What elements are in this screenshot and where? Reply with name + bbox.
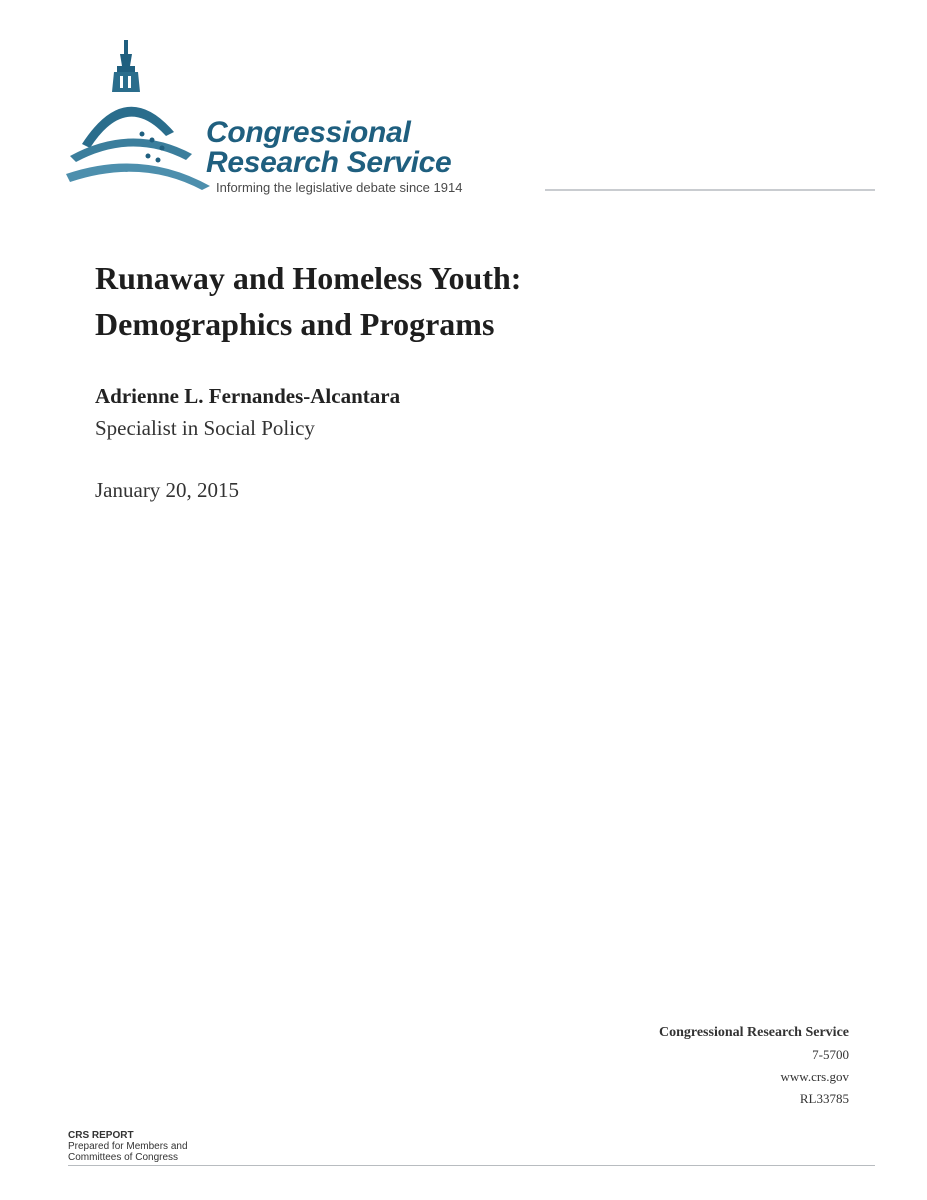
report-title — [95, 255, 521, 347]
author-name: Adrienne L. Fernandes-Alcantara — [95, 384, 401, 408]
crs-report-heading: CRS REPORT — [68, 1130, 134, 1141]
report-title-line2: Demographics and Programs — [95, 306, 495, 342]
organization-name-line2: Research Service — [206, 146, 452, 179]
footer-report-number: RL33785 — [799, 1091, 849, 1106]
author-role: Specialist in Social Policy — [95, 416, 315, 440]
organization-name-line1: Congressional — [206, 116, 411, 149]
report-title-line1: Runaway and Homeless Youth: — [95, 260, 522, 296]
report-date: January 20, 2015 — [95, 478, 240, 502]
organization-name — [206, 118, 451, 178]
footer-website: www.crs.gov — [780, 1069, 849, 1084]
footer-organization: Congressional Research Service — [658, 1025, 849, 1040]
prepared-for-line2: Committees of Congress — [68, 1152, 179, 1163]
crs-report-label — [68, 1130, 188, 1163]
organization-tagline: Informing the legislative debate since 1914 — [216, 180, 463, 195]
footer-report-info — [659, 1022, 849, 1110]
footer-code: 7-5700 — [812, 1047, 849, 1062]
footer-divider — [68, 1165, 875, 1166]
prepared-for-line1: Prepared for Members and — [68, 1141, 188, 1152]
header-divider — [545, 189, 875, 191]
capitol-dome-icon — [62, 36, 222, 196]
